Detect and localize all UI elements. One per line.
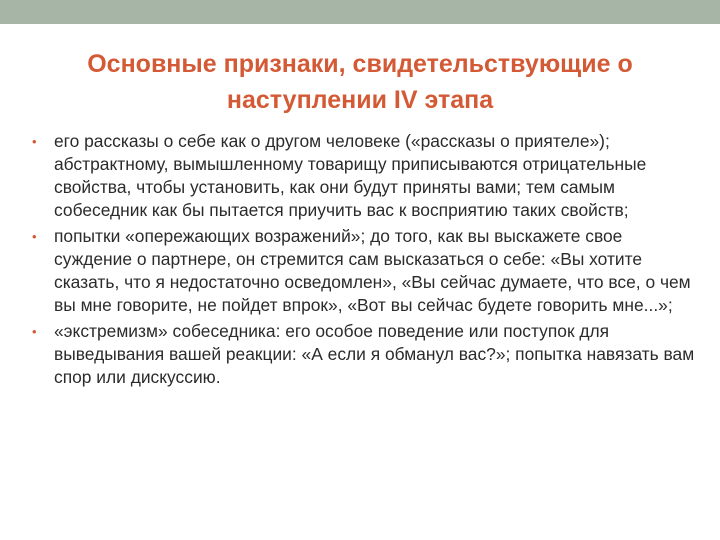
bullet-marker: • bbox=[32, 324, 37, 339]
bullet-list bbox=[32, 130, 696, 392]
top-decorative-bar bbox=[0, 0, 720, 24]
slide-title: Основные признаки, свидетельствующие о наступлении IV этапа bbox=[87, 50, 633, 114]
bullet-text: попытки «опережающих возражений»; до того, как вы выскажете свое суждение о партнере, он стремится сам высказаться о себе: «Вы хотите сказать, что я недостаточно осведомлен», «Вы сейчас думаете, что все, о чем вы мне говорите, не пойдет впрок», «Вот вы сейчас будете говорить мне...»; bbox=[54, 226, 691, 315]
bullet-marker: • bbox=[32, 134, 37, 149]
bullet-item bbox=[32, 225, 696, 317]
bullet-marker: • bbox=[32, 229, 37, 244]
bullet-text: «экстремизм» собеседника: его особое поведение или поступок для выведывания вашей реакции: «А если я обманул вас?»; попытка навязать вам спор или дискуссию. bbox=[54, 321, 695, 387]
bullet-item bbox=[32, 320, 696, 389]
bullet-text: его рассказы о себе как о другом человеке («рассказы о приятеле»); абстрактному, вымышленному товарищу приписываются отрицательные свойства, чтобы установить, как они будут приняты вами; тем самым собеседник как бы пытается приучить вас к восприятию таких свойств; bbox=[54, 131, 647, 220]
bullet-item bbox=[32, 130, 696, 222]
